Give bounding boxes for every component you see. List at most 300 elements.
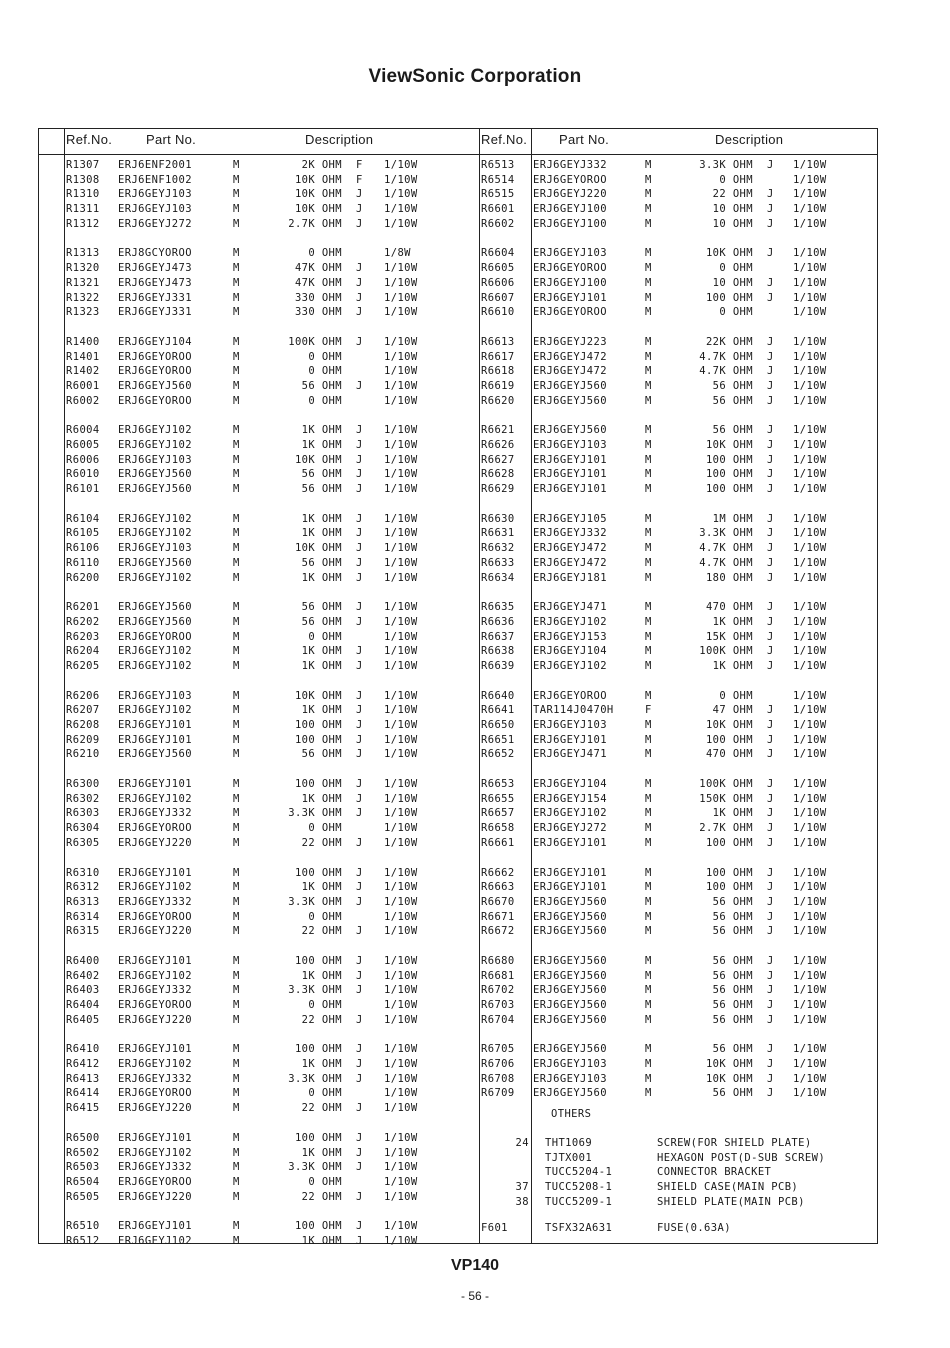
table-row xyxy=(479,394,877,409)
rank-code: M xyxy=(645,379,652,392)
table-row xyxy=(479,924,877,939)
table-row xyxy=(64,512,479,527)
ref-number: R6671 xyxy=(481,910,515,923)
wattage: 1/10W xyxy=(793,778,827,791)
tolerance: J xyxy=(356,291,363,304)
resistance-value: 1K OHM xyxy=(712,615,753,628)
part-number: ERJ6GEYJ560 xyxy=(118,468,192,481)
resistance-value: 0 OHM xyxy=(719,262,753,275)
ref-number: R1400 xyxy=(66,335,100,348)
table-row xyxy=(479,983,877,998)
tolerance: J xyxy=(356,659,363,672)
table-row xyxy=(479,276,877,291)
ref-number: R1322 xyxy=(66,291,100,304)
table-row xyxy=(64,836,479,851)
wattage: 1/10W xyxy=(384,984,418,997)
part-number: ERJ6GEYJ101 xyxy=(118,719,192,731)
group-spacer xyxy=(64,1116,479,1131)
wattage: 1/10W xyxy=(793,969,827,982)
ref-number: R6640 xyxy=(481,689,515,702)
table-row xyxy=(64,615,479,630)
tolerance: J xyxy=(767,895,774,908)
rank-code: M xyxy=(645,689,652,702)
wattage: 1/10W xyxy=(384,365,418,378)
table-row xyxy=(479,1042,877,1057)
wattage: 1/10W xyxy=(793,925,827,938)
table-row xyxy=(64,305,479,320)
rank-code: M xyxy=(233,542,240,555)
page-number: - 56 - xyxy=(460,1289,489,1303)
part-number: TAR114J0470H xyxy=(533,704,614,717)
ref-number: R6638 xyxy=(481,645,515,658)
tolerance: J xyxy=(356,689,363,702)
table-row xyxy=(479,689,877,704)
rank-code: M xyxy=(233,910,240,923)
table-row xyxy=(479,202,877,217)
rank-code: M xyxy=(645,615,652,628)
row-group xyxy=(64,335,479,408)
tolerance: J xyxy=(767,483,774,496)
resistance-value: 4.7K OHM xyxy=(699,365,753,378)
part-description: CONNECTOR BRACKET xyxy=(657,1166,772,1179)
ref-number: R6314 xyxy=(66,910,100,923)
resistance-value: 3.3K OHM xyxy=(288,895,342,908)
ref-number: R6708 xyxy=(481,1072,515,1085)
others-row xyxy=(479,1195,877,1210)
ref-number: R6633 xyxy=(481,556,515,569)
resistance-value: 10K OHM xyxy=(294,203,342,216)
wattage: 1/10W xyxy=(793,262,827,275)
tolerance: J xyxy=(767,866,774,879)
tolerance: J xyxy=(767,335,774,348)
tolerance: J xyxy=(767,601,774,614)
table-row xyxy=(64,644,479,659)
tolerance: J xyxy=(356,645,363,658)
table-row xyxy=(64,335,479,350)
tolerance: J xyxy=(767,733,774,746)
resistance-value: 100K OHM xyxy=(699,645,753,658)
resistance-value: 1K OHM xyxy=(301,571,342,584)
part-number: ERJ6GEYJ560 xyxy=(533,394,607,407)
tolerance: J xyxy=(356,615,363,628)
tolerance: J xyxy=(767,468,774,481)
resistance-value: 47 OHM xyxy=(712,704,753,717)
resistance-value: 0 OHM xyxy=(308,999,342,1011)
ref-number: R6312 xyxy=(66,881,100,894)
table-row xyxy=(479,615,877,630)
ref-number: R6702 xyxy=(481,984,515,997)
rank-code: M xyxy=(233,439,240,451)
tolerance: J xyxy=(767,807,774,820)
wattage: 1/10W xyxy=(384,645,418,658)
wattage: 1/10W xyxy=(384,306,418,319)
part-number: ERJ6GEYJ102 xyxy=(118,571,192,584)
wattage: 1/10W xyxy=(384,659,418,672)
ref-number: R6300 xyxy=(66,778,100,791)
table-row xyxy=(479,217,877,232)
group-spacer xyxy=(64,320,479,335)
part-number: ERJ6GEYJ332 xyxy=(118,807,192,820)
wattage: 1/10W xyxy=(384,1220,418,1233)
rank-code: M xyxy=(645,291,652,304)
wattage: 1/10W xyxy=(793,807,827,820)
rank-code: M xyxy=(233,306,240,319)
ref-number: R6653 xyxy=(481,778,515,791)
resistance-value: 10K OHM xyxy=(705,719,753,731)
part-number: TUCC5204-1 xyxy=(545,1166,613,1179)
wattage: 1/10W xyxy=(793,984,827,997)
resistance-value: 100 OHM xyxy=(294,1220,342,1233)
part-number: ERJ6GEYJ560 xyxy=(533,1013,607,1026)
table-row xyxy=(479,659,877,674)
tolerance: J xyxy=(767,439,774,451)
wattage: 1/10W xyxy=(384,527,418,540)
rank-code: M xyxy=(233,365,240,378)
resistance-value: 56 OHM xyxy=(712,394,753,407)
tolerance: J xyxy=(356,542,363,555)
part-number: ERJ6GEYJ102 xyxy=(118,439,192,451)
ref-number: R6204 xyxy=(66,645,100,658)
part-number: ERJ6GEYJ332 xyxy=(533,527,607,540)
table-row xyxy=(479,467,877,482)
rank-code: M xyxy=(645,601,652,614)
group-spacer xyxy=(64,674,479,689)
resistance-value: 1K OHM xyxy=(301,659,342,672)
part-number: TUCC5208-1 xyxy=(545,1180,613,1193)
group-spacer xyxy=(479,939,877,954)
rank-code: M xyxy=(233,571,240,584)
resistance-value: 100 OHM xyxy=(294,1131,342,1144)
rank-code: M xyxy=(233,247,240,260)
table-row xyxy=(64,438,479,453)
wattage: 1/10W xyxy=(384,866,418,879)
tolerance: J xyxy=(356,792,363,805)
part-number: ERJ6GEYJ220 xyxy=(533,188,607,201)
ref-number: R6672 xyxy=(481,925,515,938)
ref-number: 38 xyxy=(515,1195,529,1208)
rank-code: M xyxy=(645,1072,652,1085)
part-number: ERJ6GEYJ102 xyxy=(118,969,192,982)
tolerance: J xyxy=(767,203,774,216)
ref-number: R6629 xyxy=(481,483,515,496)
part-number: ERJ6GEYJ101 xyxy=(533,291,607,304)
wattage: 1/10W xyxy=(384,792,418,805)
rank-code: M xyxy=(233,1043,240,1056)
table-row xyxy=(64,954,479,969)
ref-number: R6515 xyxy=(481,188,515,201)
wattage: 1/10W xyxy=(793,512,827,525)
tolerance: J xyxy=(767,394,774,407)
part-number: ERJ6GEYJ471 xyxy=(533,748,607,761)
row-group xyxy=(64,689,479,762)
table-row xyxy=(64,291,479,306)
table-row xyxy=(479,880,877,895)
tolerance: J xyxy=(356,704,363,717)
table-row xyxy=(479,747,877,762)
rank-code: M xyxy=(645,262,652,275)
table-row xyxy=(64,350,479,365)
group-spacer xyxy=(479,1027,877,1042)
wattage: 1/10W xyxy=(793,439,827,451)
part-number: ERJ6GEYJ101 xyxy=(533,836,607,849)
rank-code: M xyxy=(645,571,652,584)
wattage: 1/10W xyxy=(793,689,827,702)
part-number: ERJ6GEYJ101 xyxy=(533,483,607,496)
ref-number: R1320 xyxy=(66,262,100,275)
part-description: SHIELD CASE(MAIN PCB) xyxy=(657,1180,799,1193)
part-number: ERJ6GEYJ153 xyxy=(533,630,607,643)
rank-code: M xyxy=(233,954,240,967)
resistance-value: 56 OHM xyxy=(301,748,342,761)
ref-number: R1401 xyxy=(66,350,100,363)
table-row xyxy=(64,556,479,571)
tolerance: J xyxy=(767,453,774,466)
ref-number: R6010 xyxy=(66,468,100,481)
wattage: 1/10W xyxy=(384,630,418,643)
ref-number: R6414 xyxy=(66,1087,100,1100)
ref-number: R6510 xyxy=(66,1220,100,1233)
part-number: ERJ8GCYOROO xyxy=(118,247,192,260)
part-number: TUCC5209-1 xyxy=(545,1195,613,1208)
resistance-value: 56 OHM xyxy=(712,999,753,1011)
rank-code: M xyxy=(645,483,652,496)
tolerance: J xyxy=(767,822,774,835)
tolerance: J xyxy=(767,365,774,378)
resistance-value: 0 OHM xyxy=(719,689,753,702)
part-number: ERJ6GEYJ105 xyxy=(533,512,607,525)
table-row xyxy=(479,526,877,541)
table-row xyxy=(479,806,877,821)
table-row xyxy=(64,821,479,836)
tolerance: J xyxy=(767,999,774,1011)
group-spacer xyxy=(64,939,479,954)
part-number: ERJ6GEYJ472 xyxy=(533,350,607,363)
rank-code: M xyxy=(233,689,240,702)
part-number: ERJ6GEYJ101 xyxy=(118,1043,192,1056)
rank-code: M xyxy=(233,1234,240,1247)
tolerance: J xyxy=(356,1161,363,1174)
ref-number: 37 xyxy=(515,1180,529,1193)
resistance-value: 1K OHM xyxy=(301,527,342,540)
wattage: 1/10W xyxy=(384,881,418,894)
part-number: ERJ6GEYJ101 xyxy=(533,733,607,746)
table-row xyxy=(64,1057,479,1072)
part-number: ERJ6GEYJ560 xyxy=(533,1087,607,1100)
wattage: 1/10W xyxy=(793,1043,827,1056)
wattage: 1/10W xyxy=(793,630,827,643)
rank-code: M xyxy=(233,822,240,835)
company-title: ViewSonic Corporation xyxy=(368,66,582,87)
table-row xyxy=(64,747,479,762)
wattage: 1/10W xyxy=(793,394,827,407)
others-spacer xyxy=(479,1122,877,1136)
tolerance: J xyxy=(767,881,774,894)
part-number: ERJ6GEYJ103 xyxy=(533,719,607,731)
ref-number: F601 xyxy=(481,1222,508,1235)
row-group xyxy=(64,600,479,673)
table-row xyxy=(479,158,877,173)
wattage: 1/10W xyxy=(384,1161,418,1174)
ref-number: R6639 xyxy=(481,659,515,672)
rank-code: M xyxy=(645,453,652,466)
part-number: ERJ6GEYJ100 xyxy=(533,203,607,216)
ref-number: R6626 xyxy=(481,439,515,451)
wattage: 1/10W xyxy=(384,1043,418,1056)
table-row xyxy=(64,1219,479,1234)
resistance-value: 56 OHM xyxy=(712,895,753,908)
tolerance: J xyxy=(356,1131,363,1144)
wattage: 1/10W xyxy=(793,276,827,289)
wattage: 1/10W xyxy=(793,542,827,555)
wattage: 1/10W xyxy=(793,291,827,304)
resistance-value: 56 OHM xyxy=(712,1043,753,1056)
table-row xyxy=(479,335,877,350)
resistance-value: 0 OHM xyxy=(308,1087,342,1100)
resistance-value: 0 OHM xyxy=(308,630,342,643)
resistance-value: 100 OHM xyxy=(294,778,342,791)
wattage: 1/10W xyxy=(793,188,827,201)
part-number: ERJ6GEYJ560 xyxy=(533,910,607,923)
right-column xyxy=(479,158,877,1236)
tolerance: J xyxy=(356,748,363,761)
rank-code: M xyxy=(645,439,652,451)
rank-code: M xyxy=(233,1087,240,1100)
tolerance: J xyxy=(356,969,363,982)
rank-code: M xyxy=(233,733,240,746)
wattage: 1/10W xyxy=(793,999,827,1011)
table-row xyxy=(479,556,877,571)
rank-code: M xyxy=(645,778,652,791)
ref-number: R6110 xyxy=(66,556,100,569)
part-number: ERJ6GEYJ103 xyxy=(533,1058,607,1071)
ref-number: R6315 xyxy=(66,925,100,938)
rank-code: M xyxy=(645,866,652,879)
ref-number: R6620 xyxy=(481,394,515,407)
table-row xyxy=(64,173,479,188)
tolerance: J xyxy=(356,379,363,392)
part-number: ERJ6GEYJ101 xyxy=(533,453,607,466)
table-row xyxy=(64,895,479,910)
resistance-value: 4.7K OHM xyxy=(699,542,753,555)
table-row xyxy=(479,438,877,453)
wattage: 1/10W xyxy=(384,1175,418,1188)
rank-code: M xyxy=(645,188,652,201)
tolerance: J xyxy=(356,807,363,820)
resistance-value: 100 OHM xyxy=(294,954,342,967)
tolerance: J xyxy=(356,306,363,319)
rank-code: M xyxy=(645,733,652,746)
resistance-value: 2.7K OHM xyxy=(288,217,342,230)
resistance-value: 1K OHM xyxy=(301,792,342,805)
part-number: ERJ6GEYJ102 xyxy=(118,1146,192,1159)
table-row xyxy=(64,526,479,541)
wattage: 1/10W xyxy=(384,1087,418,1100)
wattage: 1/10W xyxy=(384,689,418,702)
wattage: 1/10W xyxy=(384,999,418,1011)
table-row xyxy=(479,630,877,645)
resistance-value: 0 OHM xyxy=(719,306,753,319)
part-number: ERJ6GEYJ332 xyxy=(118,1161,192,1174)
part-number: ERJ6GEYJ560 xyxy=(533,379,607,392)
table-row xyxy=(64,158,479,173)
ref-number: R1311 xyxy=(66,203,100,216)
rank-code: M xyxy=(233,645,240,658)
group-spacer xyxy=(64,1204,479,1219)
table-row xyxy=(479,350,877,365)
resistance-value: 1K OHM xyxy=(301,645,342,658)
part-number: ERJ6GEYJ102 xyxy=(118,512,192,525)
table-row xyxy=(64,541,479,556)
wattage: 1/10W xyxy=(384,291,418,304)
ref-number: R6637 xyxy=(481,630,515,643)
rank-code: M xyxy=(645,719,652,731)
tolerance: J xyxy=(356,335,363,348)
table-row xyxy=(64,482,479,497)
part-number: ERJ6GEYJ220 xyxy=(118,925,192,938)
ref-number: R6709 xyxy=(481,1087,515,1100)
resistance-value: 56 OHM xyxy=(712,910,753,923)
resistance-value: 56 OHM xyxy=(301,556,342,569)
table-row xyxy=(64,423,479,438)
rank-code: M xyxy=(645,822,652,835)
resistance-value: 1K OHM xyxy=(301,1058,342,1071)
table-row xyxy=(479,305,877,320)
ref-number: R6605 xyxy=(481,262,515,275)
tolerance: J xyxy=(767,527,774,540)
rank-code: M xyxy=(645,365,652,378)
row-group xyxy=(479,1042,877,1101)
tolerance: J xyxy=(356,468,363,481)
part-number: ERJ6GEYJ103 xyxy=(533,247,607,260)
group-spacer xyxy=(479,851,877,866)
wattage: 1/10W xyxy=(384,159,418,171)
table-row xyxy=(64,1131,479,1146)
tolerance: J xyxy=(767,615,774,628)
table-row xyxy=(64,453,479,468)
rank-code: M xyxy=(645,1043,652,1056)
rank-code: M xyxy=(233,203,240,216)
table-row xyxy=(479,866,877,881)
tolerance: J xyxy=(767,778,774,791)
row-group xyxy=(479,954,877,1027)
rank-code: M xyxy=(645,203,652,216)
resistance-value: 1K OHM xyxy=(712,659,753,672)
tolerance: J xyxy=(767,954,774,967)
resistance-value: 22 OHM xyxy=(301,836,342,849)
table-row xyxy=(479,246,877,261)
resistance-value: 2K OHM xyxy=(301,159,342,171)
ref-number: R6413 xyxy=(66,1072,100,1085)
part-number: ERJ6GEYJ101 xyxy=(118,954,192,967)
table-row xyxy=(64,703,479,718)
part-number: ERJ6GEYJ101 xyxy=(118,866,192,879)
ref-number: R6601 xyxy=(481,203,515,216)
resistance-value: 100 OHM xyxy=(705,468,753,481)
rank-code: M xyxy=(233,601,240,614)
part-number: ERJ6GEYOROO xyxy=(533,262,607,275)
part-number: ERJ6GEYJ102 xyxy=(118,881,192,894)
ref-number: R6500 xyxy=(66,1131,100,1144)
rank-code: M xyxy=(233,379,240,392)
table-row xyxy=(64,276,479,291)
table-row xyxy=(479,821,877,836)
ref-number: R6201 xyxy=(66,601,100,614)
resistance-value: 1K OHM xyxy=(301,424,342,437)
resistance-value: 150K OHM xyxy=(699,792,753,805)
tolerance: J xyxy=(356,733,363,746)
right-ref-header: Ref.No. xyxy=(481,132,528,147)
part-number: ERJ6GEYJ103 xyxy=(118,542,192,555)
